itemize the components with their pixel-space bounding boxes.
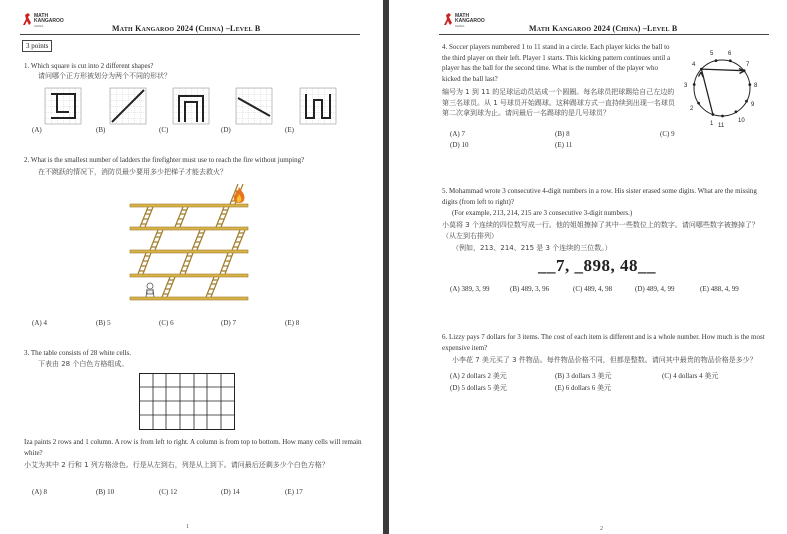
q5-text: 5. Mohammad wrote 3 consecutive 4-digit numbers in a row. His sister erased some digits. What are the missing digits (from left to right)?: [442, 187, 757, 206]
firefighter-icon: [146, 283, 154, 297]
q6-option-b[interactable]: (B) 3 dollars 3 美元: [555, 372, 612, 380]
q5-option-a[interactable]: (A) 389, 3, 99: [450, 285, 490, 293]
q1-option-b[interactable]: (B): [96, 126, 106, 134]
q5-option-d[interactable]: (D) 489, 4, 99: [635, 285, 675, 293]
q6-text-cn: 小李花 7 美元买了 3 件物品。每件物品价格不同，但都是整数。请问其中最贵的物品价格是多少？: [452, 356, 757, 364]
q1-text-cn: 请问哪个正方形被划分为两个不同的形状？: [38, 72, 171, 80]
logo-line3: CHINA: [455, 24, 465, 28]
q2-option-b[interactable]: (B) 5: [96, 319, 111, 327]
q1-figures: [0, 86, 383, 136]
q1-option-d[interactable]: (D): [221, 126, 231, 134]
square-d: [236, 88, 272, 124]
player-numbers: [684, 51, 758, 129]
q1-option-c[interactable]: (C): [159, 126, 169, 134]
q2-option-d[interactable]: (D) 7: [221, 319, 236, 327]
q5-option-c[interactable]: (C) 489, 4, 98: [573, 285, 613, 293]
header-rule: [20, 34, 360, 35]
q4-text-cn: 编号为 1 到 11 的足球运动员站成一个圆圈。每名球员把球踢给自己左边的第三名球员。从 1 号球员开始踢球。这种踢球方式一直持续到出现一名球员第二次拿到球为止。请问最后一名踢球的是几号球员？: [442, 88, 675, 117]
q5-sequence: __7, _898, 48__: [538, 256, 656, 275]
q5-text-cn: 小莫将 3 个连续的四位数写成一行。他的姐姐擦掉了其中一些数位上的数字。请问哪些数字被擦掉了？（从左到右排列）: [442, 221, 759, 240]
q2-option-e[interactable]: (E) 8: [285, 319, 300, 327]
header-title-2: Math Kangaroo 2024 (China) –Level B: [529, 24, 678, 33]
player-dots: [693, 59, 751, 117]
player-number-3: 3: [684, 83, 688, 89]
q6-option-a[interactable]: (A) 2 dollars 2 美元: [450, 372, 507, 380]
ladders: [138, 184, 245, 297]
q4-option-b[interactable]: (B) 8: [555, 130, 570, 138]
fire-icon: [231, 186, 247, 206]
square-a: [45, 88, 81, 124]
q3-text-2: Iza paints 2 rows and 1 column. A row is from left to right. A column is from top to bottom. How many cells will remain white?: [24, 438, 362, 457]
q3-option-e[interactable]: (E) 17: [285, 488, 303, 496]
header-title: Math Kangaroo 2024 (China) –Level B: [112, 24, 261, 33]
logo-line1: MATH: [455, 13, 470, 19]
q6-option-e[interactable]: (E) 6 dollars 6 美元: [555, 384, 611, 392]
q5-example-cn: （例如，213、214、215 是 3 个连续的三位数。）: [452, 244, 612, 252]
q4-option-a[interactable]: (A) 7: [450, 130, 465, 138]
q5-option-b[interactable]: (B) 489, 3, 96: [510, 285, 550, 293]
logo: [20, 11, 64, 31]
q4-option-d[interactable]: (D) 10: [450, 141, 469, 149]
q3-option-b[interactable]: (B) 10: [96, 488, 115, 496]
q3-text-2-cn: 小艾为其中 2 行和 1 列方格涂色。行是从左到右，列是从上到下。请问最后还剩多少个白色方格？: [24, 461, 329, 469]
q2-option-c[interactable]: (C) 6: [159, 319, 174, 327]
points-label: 3 points: [22, 40, 52, 52]
q2-option-a[interactable]: (A) 4: [32, 319, 47, 327]
q4-option-c[interactable]: (C) 9: [660, 130, 675, 138]
player-number-7: 7: [746, 62, 750, 68]
player-circle: [682, 44, 764, 130]
square-b: [110, 88, 146, 124]
q4-text: 4. Soccer players numbered 1 to 11 stand in a circle. Each player kicks the ball to the third player on their left. Player 1 starts. This kicking pattern continues until a player has the ball for the second time. What is the number of the player who kicked the ball last?: [442, 43, 671, 83]
square-c: [173, 88, 209, 124]
player-number-10: 10: [738, 118, 745, 124]
q3-option-a[interactable]: (A) 8: [32, 488, 47, 496]
q4-option-e[interactable]: (E) 11: [555, 141, 573, 149]
player-number-1: 1: [710, 121, 714, 127]
q1-text: 1. Which square is cut into 2 different shapes?: [24, 62, 154, 70]
q1-option-e[interactable]: (E): [285, 126, 294, 134]
q3-table: [139, 373, 235, 430]
logo-line2: KANGAROO: [455, 18, 485, 24]
q6-option-d[interactable]: (D) 5 dollars 5 美元: [450, 384, 507, 392]
kangaroo-logo-icon: [441, 11, 455, 27]
q6-text: 6. Lizzy pays 7 dollars for 3 items. The cost of each item is different and is a whole number. How much is the most expensive item?: [442, 333, 765, 352]
q3-option-d[interactable]: (D) 14: [221, 488, 240, 496]
player-number-9: 9: [751, 102, 755, 108]
header-rule-2: [439, 34, 769, 35]
q2-text: 2. What is the smallest number of ladders the firefighter must use to reach the fire without jumping?: [24, 156, 305, 164]
logo-2: [441, 11, 485, 31]
q5-example: (For example, 213, 214, 215 are 3 consecutive 3-digit numbers.): [452, 209, 633, 217]
player-number-5: 5: [710, 51, 714, 57]
page-1: [0, 0, 383, 534]
q5-option-e[interactable]: (E) 488, 4, 99: [700, 285, 739, 293]
q1-option-a[interactable]: (A): [32, 126, 42, 134]
player-number-8: 8: [754, 83, 758, 89]
q2-text-cn: 在不跳跃的情况下，消防员最少要用多少把梯子才能去救火？: [38, 168, 227, 176]
q3-text: 3. The table consists of 28 white cells.: [24, 349, 131, 357]
player-number-2: 2: [690, 106, 694, 112]
player-number-4: 4: [692, 62, 696, 68]
q6-option-c[interactable]: (C) 4 dollars 4 美元: [662, 372, 719, 380]
logo-line3: CHINA: [34, 24, 44, 28]
square-e: [300, 88, 336, 124]
q3-option-c[interactable]: (C) 12: [159, 488, 178, 496]
player-number-6: 6: [728, 51, 732, 57]
player-number-11: 11: [718, 123, 725, 129]
page-2: [389, 0, 787, 534]
logo-line2: KANGAROO: [34, 18, 64, 24]
logo-line1: MATH: [34, 13, 49, 19]
page-number-2: 2: [600, 526, 603, 532]
q3-text-cn: 下表由 28 个白色方格组成。: [38, 360, 129, 368]
page-number-1: 1: [186, 524, 189, 530]
kangaroo-logo-icon: [20, 11, 34, 27]
